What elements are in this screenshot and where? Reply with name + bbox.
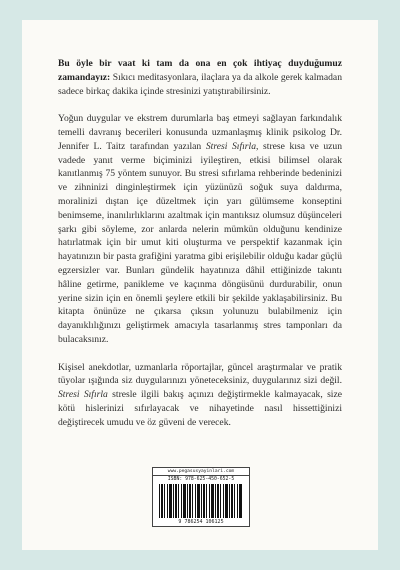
book-title-closing: Stresi Sıfırla	[58, 389, 108, 401]
back-cover	[22, 20, 378, 550]
lead-paragraph	[58, 57, 342, 98]
closing-body: stresle ilgili bakış açınızı değiştirmekle kalmayacak, size kötü hislerinizi sıfırlayacak ve nihayetinde nasıl hissettiğinizi değiştirecek umudu ve öz güveni de verecek.	[58, 389, 342, 428]
lead-title: Bu öyle bir vaat ki tam da ona en çok ihtiyaç duyduğumuz zamandayız:	[58, 58, 342, 83]
barcode-digits: 9 786254 106125	[178, 519, 224, 525]
closing-paragraph	[58, 361, 342, 430]
blurb-text	[58, 57, 342, 443]
isbn-label: ISBN: 978-625-450-652-5	[167, 477, 235, 482]
publisher-url: www.pegasusyayinlari.com	[153, 468, 249, 476]
description-body: , strese kısa ve uzun vadede yanıt verme biçiminizi iyileştiren, etkisi bilimsel olarak kanıtlanmış 75 yöntem sunuyor. Bu stresi sıfırlama rehberinde bedeninizi ve zihninizi dinginleştirmek için yüzünüzü soğuk suya daldırma, moralinizi dıştan içe düzeltmek için yarı gülümseme konseptini benimseme, inanılırlıklarını azaltmak için mantıksız olumsuz düşünceleri şarkı gibi söyleme, zor anlarda nelerin mümkün olduğunu kendinize hatırlatmak için bir umut kiti oluşturma ve perspektif kazanmak için hayatınızın bir pasta grafiğini yaratma gibi erişilebilir olduğu kadar güçlü egzersizler var. Bunları gündelik hayatınıza dâhil ettiğinizde takıntı hâline getirme, panikleme ve kaçınma döngüsünü durdurabilir, onun yerine sizin için en önemli şeylere etkili bir şekilde yaklaşabilirsiniz. Bu kitapta önünüze ne çıkarsa çıksın yolunuzu bulabilmeniz için dayanıklılığınızı geliştirmek amacıyla tasarlanmış stres tamponları da bulacaksınız.	[58, 140, 342, 345]
description-paragraph	[58, 112, 342, 347]
barcode-box	[152, 467, 250, 527]
barcode-bars	[159, 484, 243, 518]
closing-intro: Kişisel anekdotlar, uzmanlarla röportajlar, güncel araştırmalar ve pratik tüyolar ışığında siz duygularınızı yöneteceksiniz, duygularınız sizi değil.	[58, 361, 342, 387]
description-intro: Yoğun duygular ve ekstrem durumlarla baş etmeyi sağlayan farkındalık temelli davranış becerileri konusunda uzmanlaşmış klinik psikolog Dr. Jennifer L. Taitz tarafından yazılan	[58, 113, 342, 152]
book-title: Stresi Sıfırla	[205, 140, 256, 152]
lead-body: Sıkıcı meditasyonlara, ilaçlara ya da alkole gerek kalmadan sadece birkaç dakika içinde stresinizi yatıştırabilirsiniz.	[58, 71, 342, 97]
